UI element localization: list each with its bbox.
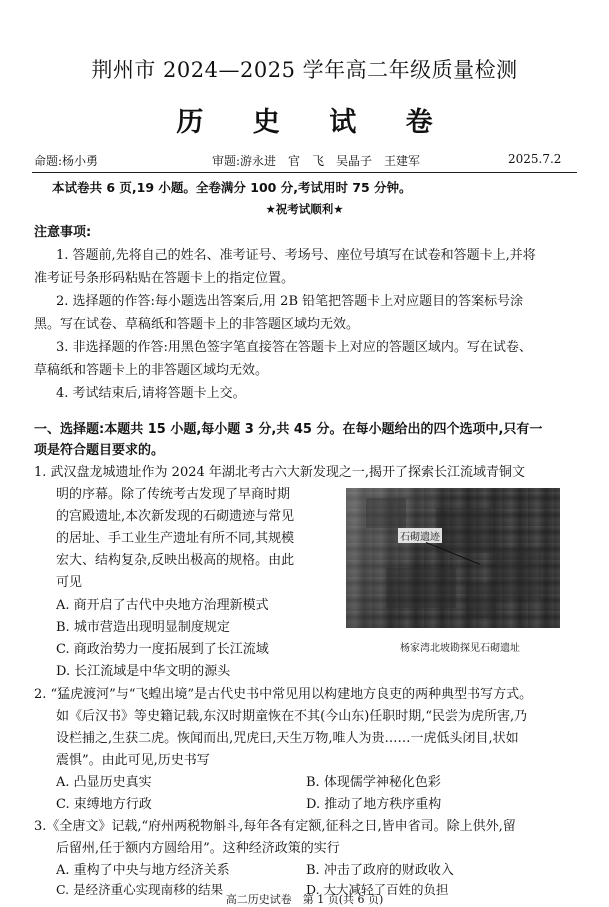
note-line: 1. 答题前,先将自己的姓名、准考证号、考场号、座位号填写在试卷和答题卡上,并将 <box>56 248 536 263</box>
note-line: 3. 非选择题的作答:用黑色签字笔直接答在答题卡上对应的答题区域内。写在试卷、 <box>56 340 532 355</box>
good-luck-line: ★祝考试顺利★ <box>265 202 344 216</box>
exam-summary: 本试卷共 6 页,19 小题。全卷满分 100 分,考试用时 75 分钟。 <box>52 180 412 195</box>
question-2-stem: 设栏捕之,生获二虎。恢闻而出,咒虎曰,天生万物,唯人为贵……一虎低头闭目,状如 <box>56 731 519 746</box>
question-3-option-b: B. 冲击了政府的财政收入 <box>306 863 454 878</box>
question-2-option-a: A. 凸显历史真实 <box>56 775 152 790</box>
notes-heading: 注意事项: <box>34 225 92 240</box>
question-1-stem: 的居址、手工业生产遗址有所不同,其规模 <box>56 531 295 546</box>
header-rule <box>32 172 577 173</box>
author-line: 命题:杨小勇 <box>34 154 99 168</box>
question-1-stem: 可见 <box>56 575 83 590</box>
question-2-stem: 如《后汉书》等史籍记载,东汉时期童恢在不其(今山东)任职时期,“民尝为虎所害,乃 <box>56 709 528 724</box>
question-1-stem: 宏大、结构复杂,反映出极高的规格。由此 <box>56 553 295 568</box>
question-1-stem: 1. 武汉盘龙城遗址作为 2024 年湖北考古六大新发现之一,揭开了探索长江流域青铜文 <box>34 465 526 480</box>
section-heading: 一、选择题:本题共 15 小题,每小题 3 分,共 45 分。在每小题给出的四个选项中,只有一 <box>34 422 543 437</box>
photo-label: 石砌遗迹 <box>398 528 442 543</box>
question-1-stem: 明的序幕。除了传统考古发现了早商时期 <box>56 487 291 502</box>
note-line: 4. 考试结束后,请将答题卡上交。 <box>56 386 246 401</box>
question-2-option-d: D. 推动了地方秩序重构 <box>306 797 442 812</box>
question-1-option-a: A. 商开启了古代中央地方治理新模式 <box>56 598 269 613</box>
exam-title: 荆州市 2024—2025 学年高二年级质量检测 <box>91 58 518 82</box>
note-line: 黑。写在试卷、草稿纸和答题卡上的非答题区域均无效。 <box>34 317 360 332</box>
page-footer: 高二历史试卷 第 1 页(共 6 页) <box>225 893 384 906</box>
question-3-option-d: D. 大大减轻了百姓的负担 <box>306 882 449 897</box>
note-line: 2. 选择题的作答:每小题选出答案后,用 2B 铅笔把答题卡上对应题目的答案标号涂 <box>56 294 524 309</box>
question-1-stem: 的宫殿遗址,本次新发现的石砌遗迹与常见 <box>56 509 295 524</box>
question-3-option-a: A. 重构了中央与地方经济关系 <box>56 863 230 878</box>
question-1-option-d: D. 长江流域是中华文明的源头 <box>56 664 231 679</box>
question-2-stem: 2. “猛虎渡河”与“飞蝗出境”是古代史书中常见用以构建地方良吏的两种典型书写方式。 <box>34 687 533 702</box>
question-3-stem: 后留州,任于额内方圆给用”。这种经济政策的实行 <box>56 841 340 856</box>
question-2-stem: 震惧”。由此可见,历史书写 <box>56 753 210 768</box>
question-2-option-c: C. 束缚地方行政 <box>56 797 152 812</box>
excavation-photo <box>346 488 560 628</box>
question-3-option-c: C. 是经济重心实现南移的结果 <box>56 882 224 897</box>
photo-caption: 杨家湾北坡勘探见石砌遗址 <box>400 643 520 654</box>
note-line: 草稿纸和答题卡上的非答题区域均无效。 <box>34 363 269 378</box>
question-3-stem: 3.《全唐文》记载,“府州两税物斛斗,每年各有定额,征科之日,皆申省司。除上供外,留 <box>34 819 516 834</box>
question-1-option-b: B. 城市营造出现明显制度规定 <box>56 620 230 635</box>
reviewers-line: 审题:游永进 官 飞 吴晶子 王建军 <box>212 154 421 168</box>
subject-title: 历 史 试 卷 <box>176 107 453 138</box>
question-1-option-c: C. 商政治势力一度拓展到了长江流域 <box>56 642 269 657</box>
exam-date: 2025.7.2 <box>508 152 562 166</box>
question-2-option-b: B. 体现儒学神秘化色彩 <box>306 775 441 790</box>
section-heading-cont: 项是符合题目要求的。 <box>34 443 165 458</box>
note-line: 准考证号条形码粘贴在答题卡上的指定位置。 <box>34 271 295 286</box>
